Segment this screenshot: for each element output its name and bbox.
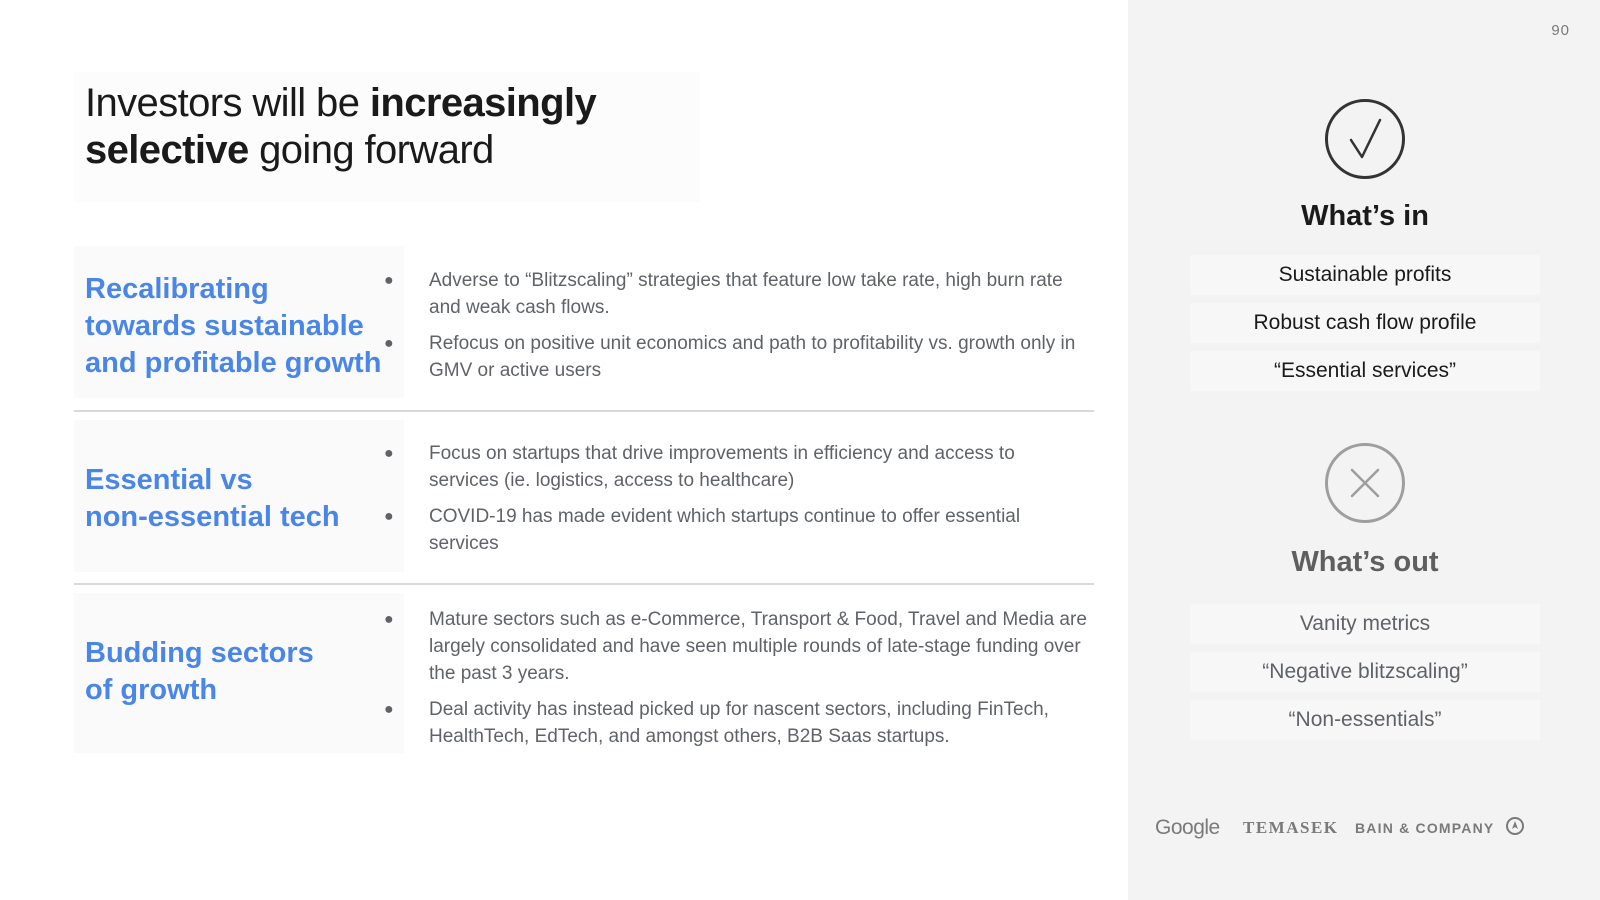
bullet-text: Deal activity has instead picked up for nascent sectors, including FinTech, HealthTech, EdTech, and amongst others, B2B Saas startups. [429,699,1049,747]
whats-in-item: “Essential services” [1190,351,1540,391]
whats-out-item: “Non-essentials” [1190,700,1540,740]
bullet-dot: ● [384,701,394,718]
row-heading-line: and profitable growth [85,347,382,379]
bullet-text: Adverse to “Blitzscaling” strategies that feature low take rate, high burn rate and weak cash flows. [429,270,1063,318]
bullet-item [384,606,1089,687]
whats-out-item: “Negative blitzscaling” [1190,652,1540,692]
bullet-dot: ● [384,272,394,289]
row-heading-line: Budding sectors [85,637,314,669]
title-text-bold-1: increasingly [369,81,597,125]
whats-in-item: Sustainable profits [1190,255,1540,295]
title-text-regular-2: going forward [248,128,494,172]
bullet-text: Mature sectors such as e-Commerce, Transport & Food, Travel and Media are largely consolidated and have seen multiple rounds of late-stage funding over the past 3 years. [429,609,1087,684]
row-divider [74,583,1094,585]
partner-logos [1155,814,1555,844]
bullet-text: Refocus on positive unit economics and path to profitability vs. growth only in GMV or active users [429,333,1076,381]
row-heading-line: Recalibrating [85,273,269,305]
bullet-item [384,440,1089,494]
x-circle-icon [1325,443,1405,523]
slide-title [85,80,705,174]
whats-out-item: Vanity metrics [1190,604,1540,644]
row-bullet-list [384,440,1089,566]
row-heading-line: non-essential tech [85,501,340,533]
google-logo: Google [1155,816,1220,839]
whats-in-item: Robust cash flow profile [1190,303,1540,343]
bullet-item [384,330,1089,384]
row-bullet-list [384,606,1089,759]
bullet-dot: ● [384,508,394,525]
page-number: 90 [1551,22,1570,39]
bullet-item [384,696,1089,750]
bullet-item [384,267,1089,321]
bullet-dot: ● [384,445,394,462]
whats-in-heading: What’s in [1301,200,1429,232]
row-heading [85,271,381,382]
row-heading [85,462,340,536]
check-circle-icon [1325,99,1405,179]
row-heading-line: of growth [85,674,218,706]
whats-out-heading: What’s out [1291,546,1439,578]
bullet-dot: ● [384,335,394,352]
bullet-text: Focus on startups that drive improvements in efficiency and access to services (ie. logistics, access to healthcare) [429,443,1015,491]
row-bullet-list [384,267,1089,393]
row-budding-sectors [74,593,1110,753]
row-heading-line: Essential vs [85,464,253,496]
row-recalibrating [74,246,1110,398]
row-essential [74,420,1110,572]
row-heading-line: towards sustainable [85,310,364,342]
bullet-dot: ● [384,611,394,628]
title-text-regular-1: Investors will be [85,81,370,125]
bain-compass-icon [1506,817,1524,835]
bullet-item [384,503,1089,557]
title-text-bold-2: selective [85,128,249,172]
temasek-logo: TEMASEK [1243,818,1339,837]
row-divider [74,410,1094,412]
bullet-text: COVID-19 has made evident which startups continue to offer essential services [429,506,1021,554]
row-heading [85,635,314,709]
bain-logo: BAIN & COMPANY [1355,820,1495,836]
